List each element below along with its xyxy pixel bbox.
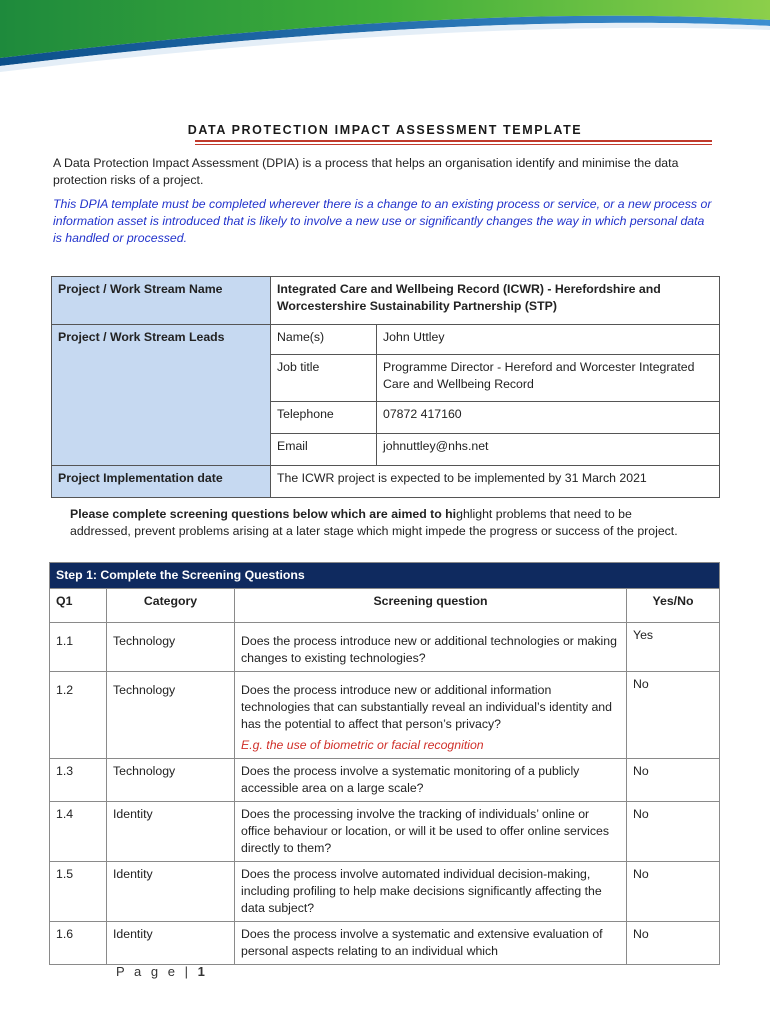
- header-answer: Yes/No: [627, 589, 720, 623]
- page-footer: P a g e | 1: [116, 964, 205, 979]
- header-question: Screening question: [235, 589, 627, 623]
- row-number: 1.2: [50, 672, 107, 759]
- row-question: Does the process introduce new or additional technologies or making changes to existing technologies?: [235, 623, 627, 672]
- row-question: Does the process introduce new or additional information technologies that can substantially reveal an individual’s identity and has the potential to affect that person’s privacy?: [241, 683, 612, 731]
- row-category: Identity: [107, 802, 235, 862]
- header-category: Category: [107, 589, 235, 623]
- row-answer: No: [627, 759, 720, 802]
- screening-intro-bold: Please complete screening questions below which are aimed to hi: [70, 507, 457, 521]
- header-q: Q1: [50, 589, 107, 623]
- row-number: 1.1: [50, 623, 107, 672]
- project-leads-label: Project / Work Stream Leads: [52, 325, 271, 466]
- page-number: 1: [197, 964, 205, 979]
- document-title: DATA PROTECTION IMPACT ASSESSMENT TEMPLATE: [187, 123, 583, 137]
- row-answer: No: [627, 672, 720, 759]
- row-answer: No: [627, 922, 720, 965]
- lead-email-label: Email: [271, 434, 377, 466]
- lead-email-value: johnuttley@nhs.net: [377, 434, 720, 466]
- row-question: Does the processing involve the tracking of individuals’ online or office behaviour or location, or will it be used to offer online services directly to them?: [235, 802, 627, 862]
- table-row: [50, 922, 720, 965]
- project-name-value: Integrated Care and Wellbeing Record (ICWR) - Herefordshire and Worcestershire Sustainability Partnership (STP): [271, 277, 720, 325]
- row-question: Does the process involve a systematic and extensive evaluation of personal aspects relating to an individual which: [235, 922, 627, 965]
- row-number: 1.4: [50, 802, 107, 862]
- header-wave-banner: [0, 0, 770, 80]
- screening-intro: [70, 506, 690, 540]
- screening-table: [49, 562, 720, 965]
- lead-jobtitle-label: Job title: [271, 355, 377, 402]
- screening-intro-rest: ghlight problems that need to be addressed, prevent problems arising at a later stage which might impede the progress or success of the project.: [70, 507, 678, 538]
- row-category: Technology: [107, 623, 235, 672]
- row-number: 1.6: [50, 922, 107, 965]
- row-answer: No: [627, 862, 720, 922]
- implementation-date-label: Project Implementation date: [52, 466, 271, 498]
- row-category: Identity: [107, 862, 235, 922]
- row-number: 1.3: [50, 759, 107, 802]
- row-category: Technology: [107, 759, 235, 802]
- lead-telephone-label: Telephone: [271, 402, 377, 434]
- row-question-cell: [235, 672, 627, 759]
- row-category: Technology: [107, 672, 235, 759]
- row-category: Identity: [107, 922, 235, 965]
- table-row: [50, 862, 720, 922]
- row-answer: No: [627, 802, 720, 862]
- title-underline: [195, 140, 712, 142]
- title-underline-thin: [195, 144, 712, 145]
- lead-telephone-value: 07872 417160: [377, 402, 720, 434]
- intro-instruction: This DPIA template must be completed wherever there is a change to an existing process or service, or a new process or information asset is introduced that is likely to involve a new use or significantly changes the way in which personal data is handled or processed.: [53, 197, 712, 245]
- project-details-table: [51, 276, 720, 498]
- row-question: Does the process involve automated individual decision-making, including profiling to help make decisions significantly affecting the data subject?: [235, 862, 627, 922]
- row-example: E.g. the use of biometric or facial recognition: [241, 738, 484, 752]
- step-title: Step 1: Complete the Screening Questions: [50, 563, 720, 589]
- table-row: [50, 802, 720, 862]
- implementation-date-value: The ICWR project is expected to be implemented by 31 March 2021: [271, 466, 720, 498]
- intro-paragraph: A Data Protection Impact Assessment (DPIA) is a process that helps an organisation identify and minimise the data protection risks of a project.: [53, 156, 679, 187]
- table-row: [50, 672, 720, 759]
- row-question: Does the process involve a systematic monitoring of a publicly accessible area on a large scale?: [235, 759, 627, 802]
- table-row: [50, 623, 720, 672]
- row-answer: Yes: [627, 623, 720, 672]
- table-row: [50, 759, 720, 802]
- lead-name-value: John Uttley: [377, 325, 720, 355]
- page-label: P a g e: [116, 964, 178, 979]
- lead-jobtitle-value: Programme Director - Hereford and Worcester Integrated Care and Wellbeing Record: [377, 355, 720, 402]
- lead-name-label: Name(s): [271, 325, 377, 355]
- row-number: 1.5: [50, 862, 107, 922]
- project-name-label: Project / Work Stream Name: [52, 277, 271, 325]
